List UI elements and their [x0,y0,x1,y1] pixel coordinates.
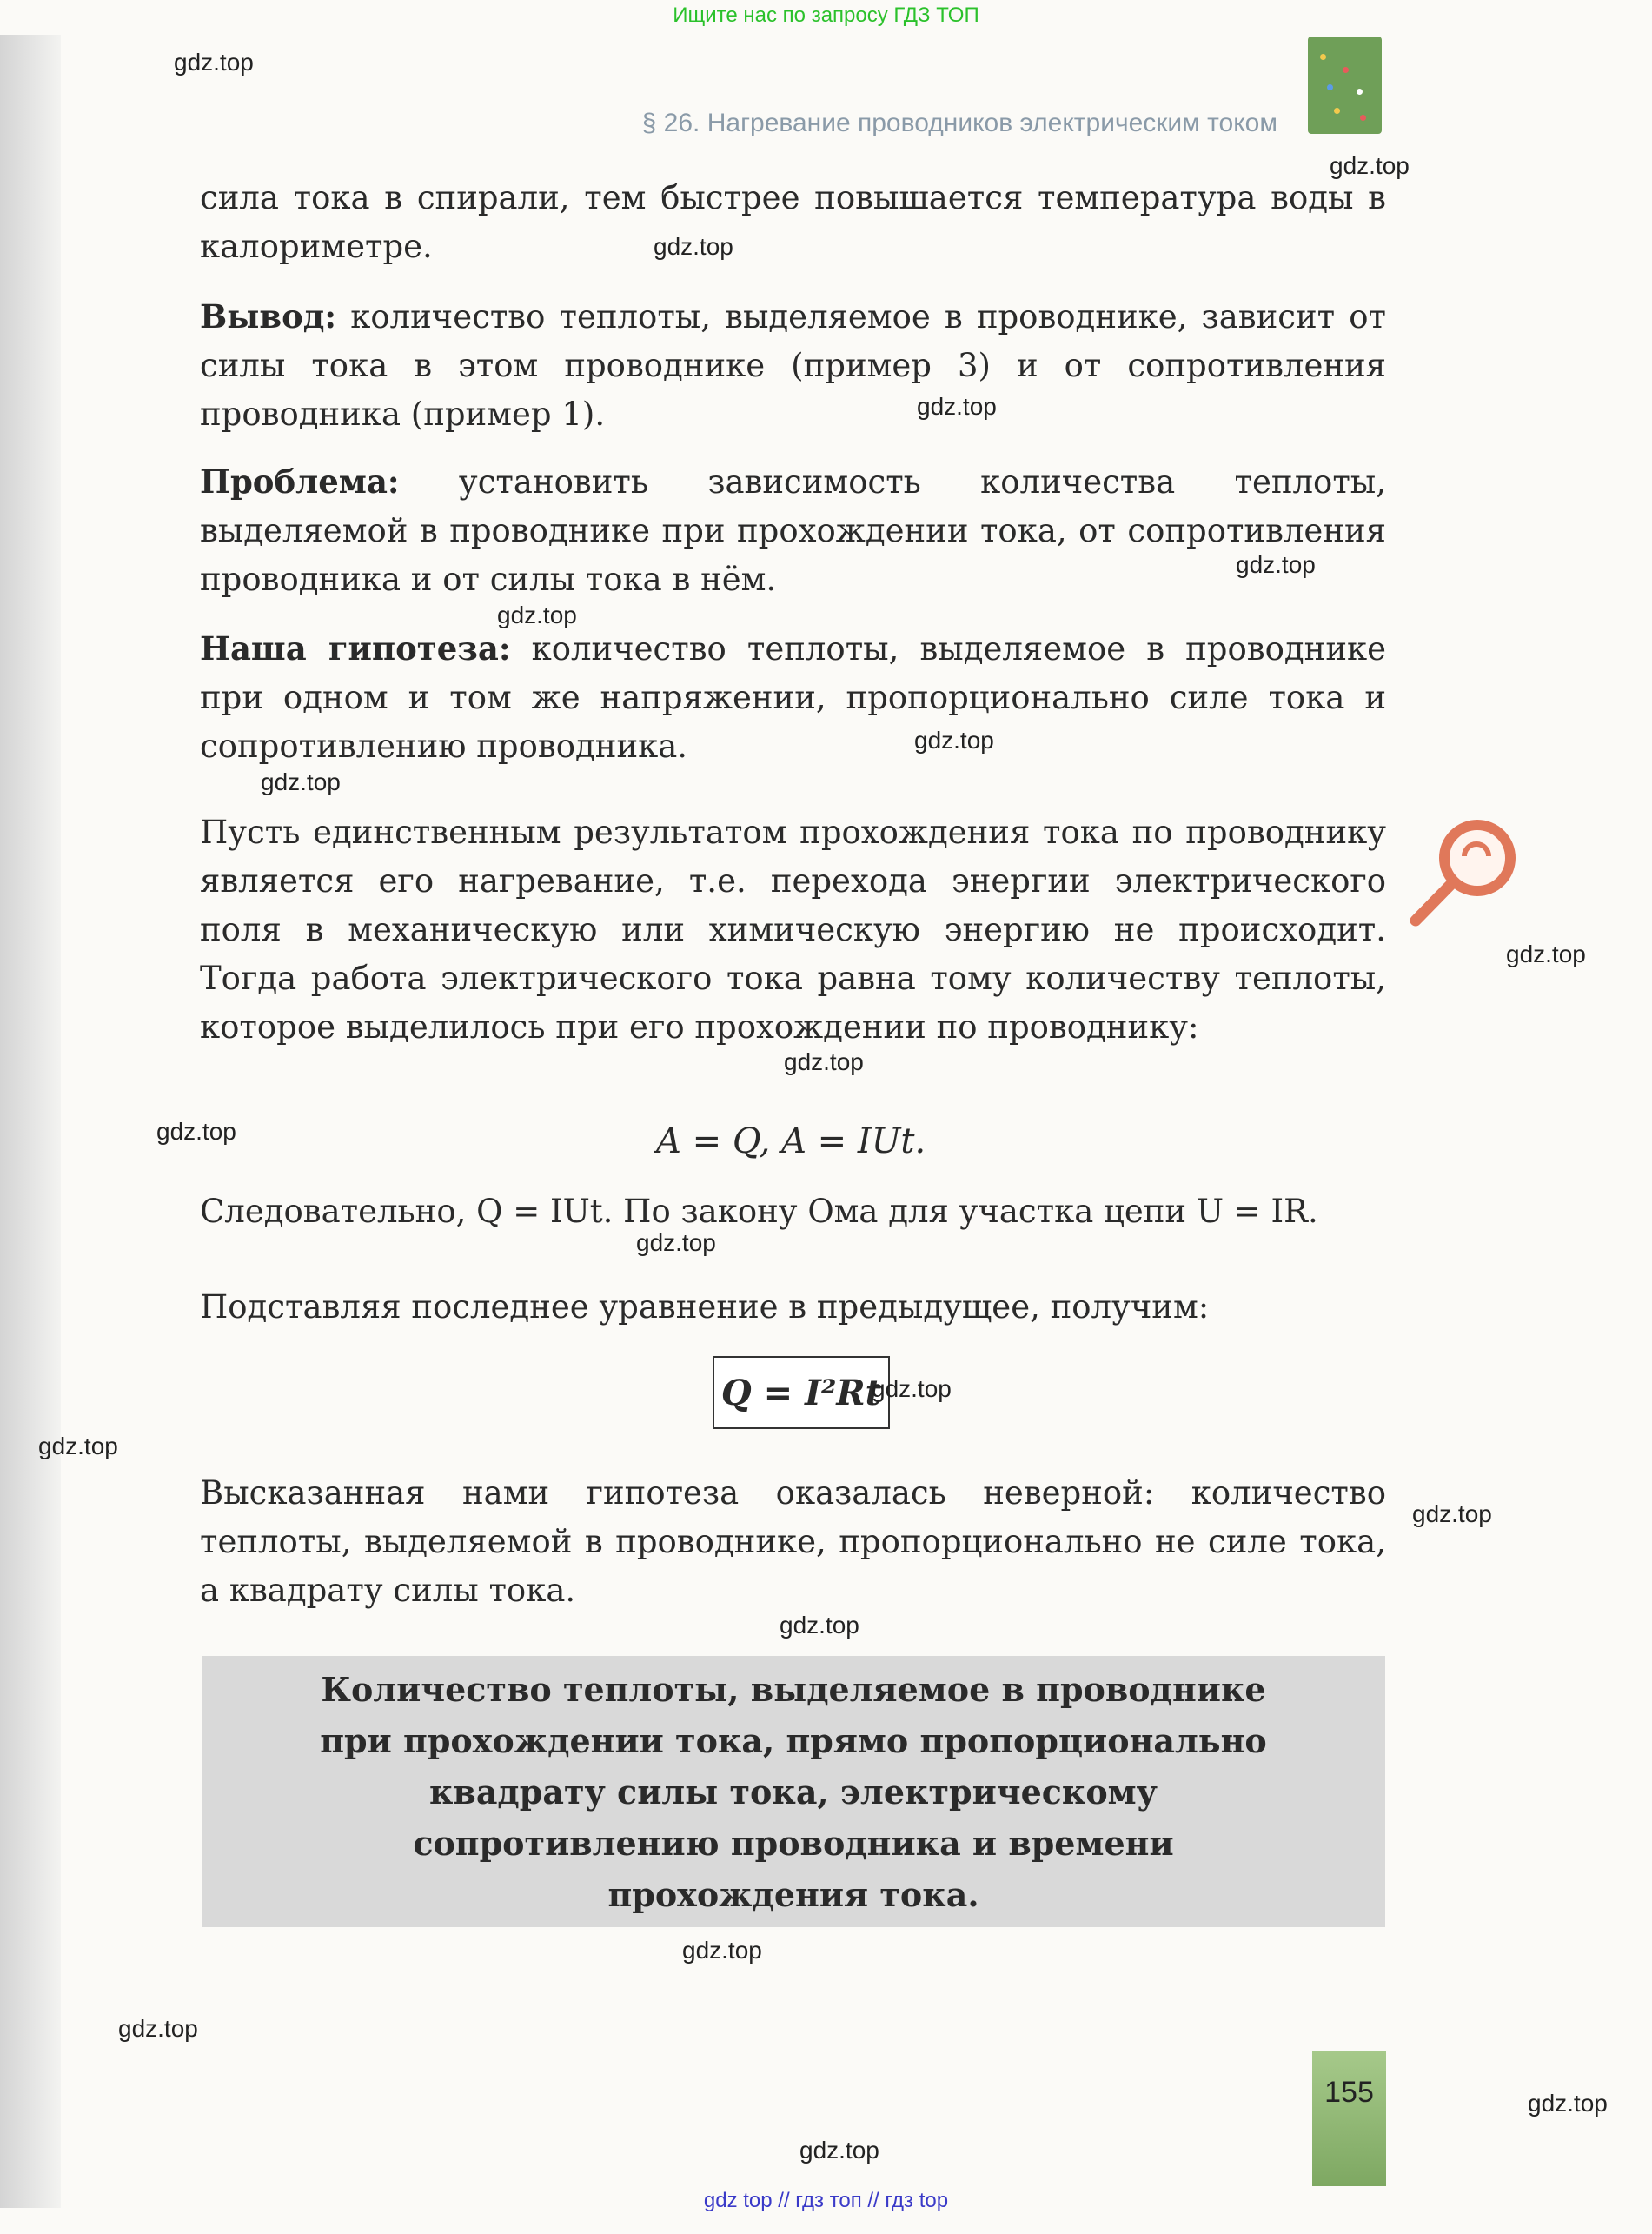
top-banner[interactable]: Ищите нас по запросу ГДЗ ТОП [673,3,979,27]
watermark: gdz.top [682,1937,762,1964]
watermark: gdz.top [636,1229,716,1256]
page-number-tab [1312,2051,1386,2186]
formula-work: A = Q, A = IUt. [656,1121,926,1161]
rule-box [202,1656,1385,1927]
watermark: gdz.top [1412,1500,1492,1527]
watermark: gdz.top [872,1375,952,1402]
watermark: gdz.top [1528,2090,1608,2117]
formula-joule-lenz: Q = I²Rt [713,1356,890,1429]
watermark: gdz.top [118,2015,198,2042]
hypothesis-label: Наша гипотеза: [200,629,511,668]
paragraph-ohm: Следовательно, Q = IUt. По закону Ома для участка цепи U = IR. [200,1193,1318,1230]
paragraph-problem [200,457,1386,604]
page-edge-shade [0,35,61,2208]
watermark: gdz.top [1330,152,1410,179]
watermark: gdz.top [780,1612,859,1639]
watermark: gdz.top [784,1048,864,1075]
conclusion-text: количество теплоты, выделяемое в проводнике, зависит от силы тока в этом проводнике (пример 3) и от сопротивления проводника (пример 1). [200,298,1386,433]
footer-links[interactable]: gdz top // гдз топ // гдз top [703,2189,949,2212]
watermark: gdz.top [914,727,994,754]
paragraph-conclusion [200,292,1386,439]
watermark: gdz.top [174,49,254,76]
chapter-tab [1308,37,1382,134]
problem-text: установить зависимость количества теплоты, выделяемой в проводнике при прохождении тока, от сопротивления проводника и от силы тока в нём. [200,463,1386,598]
paragraph-reasoning: Пусть единственным результатом прохождения тока по проводнику является его нагревание, т.е. перехода энергии электрического поля в механическую или химическую энергию не происходит. Тогда работа электрического тока равна тому количеству теплоты, которое выделилось при его прохождении по проводнику: [200,814,1386,1046]
conclusion-label: Вывод: [200,297,337,336]
hypothesis-text: количество теплоты, выделяемое в проводнике при одном и том же напряжении, пропорционально силе тока и сопротивлению проводника. [200,630,1386,765]
watermark: gdz.top [799,2137,879,2164]
watermark: gdz.top [497,602,577,628]
watermark: gdz.top [261,768,341,795]
watermark: gdz.top [38,1433,118,1459]
watermark: gdz.top [1236,551,1316,578]
watermark: gdz.top [654,233,733,260]
magnifier-icon [1403,813,1525,934]
paragraph-intro: сила тока в спирали, тем быстрее повышается температура воды в калориметре. [200,179,1386,265]
paragraph-substitute: Подставляя последнее уравнение в предыдущее, получим: [200,1288,1210,1326]
problem-label: Проблема: [200,462,400,501]
paragraph-result: Высказанная нами гипотеза оказалась неверной: количество теплоты, выделяемой в проводнике, пропорционально не силе тока, а квадрату силы тока. [200,1474,1386,1609]
watermark: gdz.top [156,1118,236,1145]
page-number: 155 [1324,2076,1374,2109]
joule-lenz-rule: Количество теплоты, выделяемое в проводнике при прохождении тока, прямо пропорционально квадрату силы тока, электрическому сопротивлению проводника и времени прохождения тока. [320,1669,1267,1914]
paragraph-hypothesis [200,624,1386,771]
section-header: § 26. Нагревание проводников электрическим током [641,109,1277,137]
watermark: gdz.top [1506,941,1586,967]
watermark: gdz.top [917,393,997,420]
